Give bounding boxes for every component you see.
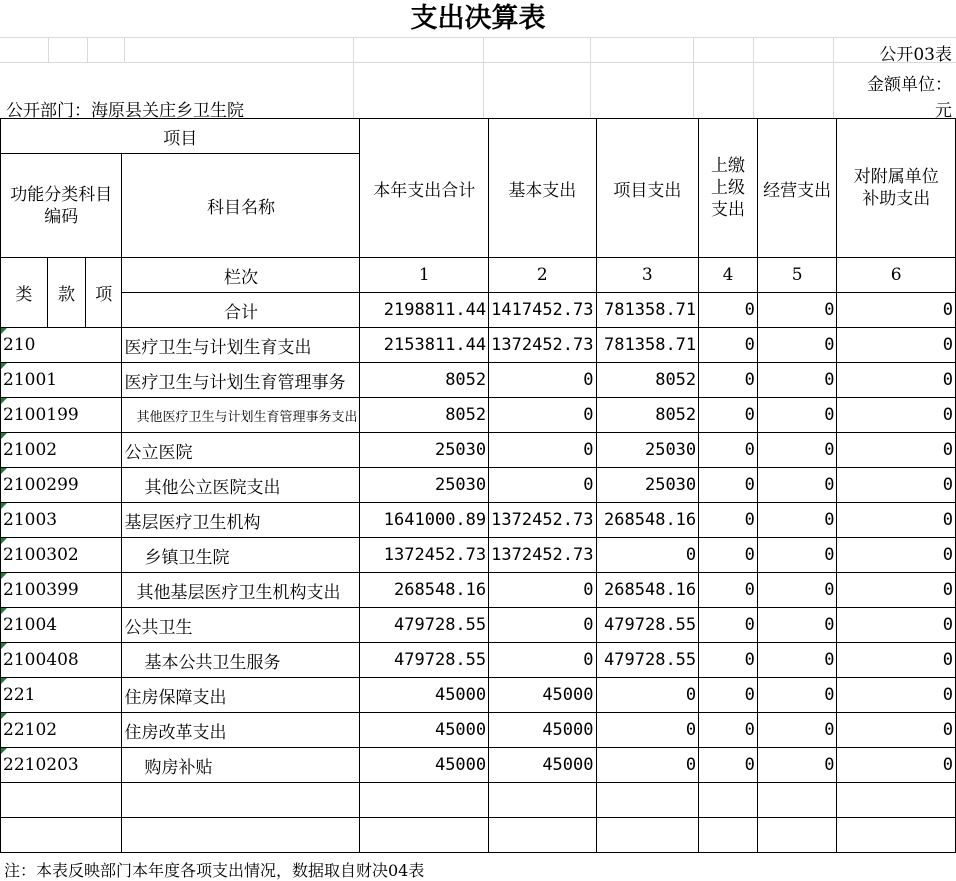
header-subsidy: 对附属单位补助支出	[837, 119, 956, 258]
row-value: 781358.71	[596, 328, 699, 363]
col-num-1: 1	[360, 258, 489, 293]
row-subject-name: 住房改革支出	[122, 713, 360, 748]
header-xiang: 项	[86, 258, 122, 328]
row-value: 0	[699, 538, 758, 573]
row-value: 0	[699, 678, 758, 713]
row-value: 0	[837, 713, 956, 748]
row-value: 0	[699, 713, 758, 748]
row-subject-name: 公共卫生	[122, 608, 360, 643]
row-value: 25030	[596, 468, 699, 503]
row-value: 479728.55	[596, 643, 699, 678]
row-value: 0	[489, 363, 596, 398]
row-code: 2100299	[1, 468, 122, 503]
col-num-6: 6	[837, 258, 956, 293]
table-row	[1, 748, 956, 783]
row-subject-name: 其他基层医疗卫生机构支出	[122, 573, 360, 608]
row-subject-name: 医疗卫生与计划生育管理事务	[122, 363, 360, 398]
row-value: 1372452.73	[489, 328, 596, 363]
row-value: 0	[837, 468, 956, 503]
table-title: 支出决算表	[410, 3, 546, 34]
row-code: 22102	[1, 713, 122, 748]
row-value: 1372452.73	[360, 538, 489, 573]
col-num-2: 2	[489, 258, 596, 293]
row-code: 221	[1, 678, 122, 713]
total-label: 合计	[122, 293, 360, 328]
total-cell: 0	[757, 293, 837, 328]
row-value: 8052	[596, 398, 699, 433]
col-num-4: 4	[699, 258, 758, 293]
row-value: 0	[699, 398, 758, 433]
row-value: 0	[757, 398, 837, 433]
row-value: 0	[699, 433, 758, 468]
row-value: 0	[596, 538, 699, 573]
col-num-5: 5	[757, 258, 837, 293]
row-subject-name: 住房保障支出	[122, 678, 360, 713]
empty-row	[1, 783, 956, 818]
row-value: 45000	[489, 713, 596, 748]
row-value: 268548.16	[360, 573, 489, 608]
row-value: 0	[837, 398, 956, 433]
row-value: 0	[699, 363, 758, 398]
total-cell: 0	[699, 293, 758, 328]
row-value: 0	[699, 748, 758, 783]
row-value: 0	[699, 608, 758, 643]
total-row	[1, 293, 956, 328]
row-subject-name: 基层医疗卫生机构	[122, 503, 360, 538]
table-row	[1, 538, 956, 573]
row-value: 0	[489, 398, 596, 433]
row-code: 21004	[1, 608, 122, 643]
header-lei: 类	[1, 258, 48, 328]
row-value: 0	[757, 363, 837, 398]
row-value: 1372452.73	[489, 538, 596, 573]
header-project: 项目支出	[596, 119, 699, 258]
row-value: 0	[596, 748, 699, 783]
empty-row	[1, 818, 956, 853]
header-kuan: 款	[47, 258, 85, 328]
row-value: 45000	[360, 678, 489, 713]
row-value: 0	[837, 573, 956, 608]
row-value: 0	[699, 643, 758, 678]
row-value: 0	[489, 643, 596, 678]
table-row	[1, 433, 956, 468]
row-value: 1372452.73	[489, 503, 596, 538]
row-value: 0	[489, 468, 596, 503]
row-value: 268548.16	[596, 573, 699, 608]
row-value: 0	[757, 538, 837, 573]
row-code: 21002	[1, 433, 122, 468]
row-code: 2100199	[1, 398, 122, 433]
table-row	[1, 328, 956, 363]
row-code: 2210203	[1, 748, 122, 783]
table-code: 公开03表	[879, 45, 952, 65]
row-subject-name: 医疗卫生与计划生育支出	[122, 328, 360, 363]
row-value: 0	[596, 713, 699, 748]
table-row	[1, 678, 956, 713]
header-lanci: 栏次	[122, 258, 360, 293]
row-value: 0	[837, 608, 956, 643]
row-value: 0	[837, 363, 956, 398]
data-rows	[1, 328, 956, 783]
row-subject-name: 公立医院	[122, 433, 360, 468]
row-code: 21003	[1, 503, 122, 538]
header-upper: 上缴上级支出	[699, 119, 758, 258]
row-code: 210	[1, 328, 122, 363]
row-value: 0	[489, 608, 596, 643]
unit-value: 元	[935, 101, 952, 121]
row-value: 0	[837, 678, 956, 713]
total-cell: 781358.71	[596, 293, 699, 328]
header-item: 项目	[1, 119, 360, 154]
table-row	[1, 713, 956, 748]
row-subject-name: 基本公共卫生服务	[122, 643, 360, 678]
row-value: 0	[757, 678, 837, 713]
row-value: 8052	[360, 363, 489, 398]
row-value: 45000	[360, 713, 489, 748]
row-value: 479728.55	[360, 608, 489, 643]
total-cell: 2198811.44	[360, 293, 489, 328]
row-value: 0	[757, 643, 837, 678]
row-value: 0	[757, 468, 837, 503]
row-value: 0	[757, 503, 837, 538]
row-value: 0	[837, 328, 956, 363]
header-row-1	[1, 119, 956, 154]
row-value: 25030	[596, 433, 699, 468]
row-value: 0	[699, 503, 758, 538]
row-subject-name: 其他医疗卫生与计划生育管理事务支出	[122, 398, 360, 433]
unit-label: 金额单位：	[867, 75, 952, 95]
header-basic: 基本支出	[489, 119, 596, 258]
header-func-code: 功能分类科目编码	[1, 154, 122, 258]
col-num-3: 3	[596, 258, 699, 293]
row-value: 479728.55	[596, 608, 699, 643]
header-total: 本年支出合计	[360, 119, 489, 258]
header-subject-name: 科目名称	[122, 154, 360, 258]
row-value: 0	[596, 678, 699, 713]
row-value: 0	[837, 503, 956, 538]
table-row	[1, 398, 956, 433]
table-row	[1, 608, 956, 643]
row-value: 25030	[360, 433, 489, 468]
row-value: 25030	[360, 468, 489, 503]
row-value: 0	[837, 748, 956, 783]
table-row	[1, 503, 956, 538]
header-row-lanci	[1, 258, 956, 293]
row-subject-name: 购房补贴	[122, 748, 360, 783]
row-value: 0	[489, 433, 596, 468]
row-subject-name: 乡镇卫生院	[122, 538, 360, 573]
table-row	[1, 468, 956, 503]
row-value: 8052	[360, 398, 489, 433]
row-value: 2153811.44	[360, 328, 489, 363]
row-value: 0	[837, 433, 956, 468]
row-value: 45000	[360, 748, 489, 783]
header-operating: 经营支出	[757, 119, 837, 258]
row-value: 0	[489, 573, 596, 608]
row-value: 0	[837, 538, 956, 573]
row-value: 0	[699, 573, 758, 608]
row-value: 0	[757, 433, 837, 468]
row-value: 0	[699, 328, 758, 363]
table-row	[1, 363, 956, 398]
row-value: 1641000.89	[360, 503, 489, 538]
total-cell: 1417452.73	[489, 293, 596, 328]
row-value: 0	[757, 328, 837, 363]
total-cell: 0	[837, 293, 956, 328]
row-value: 0	[757, 713, 837, 748]
row-value: 45000	[489, 748, 596, 783]
row-code: 2100399	[1, 573, 122, 608]
row-value: 45000	[489, 678, 596, 713]
row-value: 0	[699, 468, 758, 503]
row-code: 2100408	[1, 643, 122, 678]
row-value: 268548.16	[596, 503, 699, 538]
row-value: 8052	[596, 363, 699, 398]
row-value: 0	[757, 748, 837, 783]
expenditure-table	[0, 118, 956, 853]
row-value: 479728.55	[360, 643, 489, 678]
footnote: 注：本表反映部门本年度各项支出情况，数据取自财决04表	[4, 861, 425, 880]
table-row	[1, 643, 956, 678]
row-subject-name: 其他公立医院支出	[122, 468, 360, 503]
row-code: 21001	[1, 363, 122, 398]
row-value: 0	[757, 573, 837, 608]
department-label: 公开部门：海原县关庄乡卫生院	[6, 101, 244, 121]
table-row	[1, 573, 956, 608]
row-value: 0	[837, 643, 956, 678]
row-value: 0	[757, 608, 837, 643]
row-code: 2100302	[1, 538, 122, 573]
